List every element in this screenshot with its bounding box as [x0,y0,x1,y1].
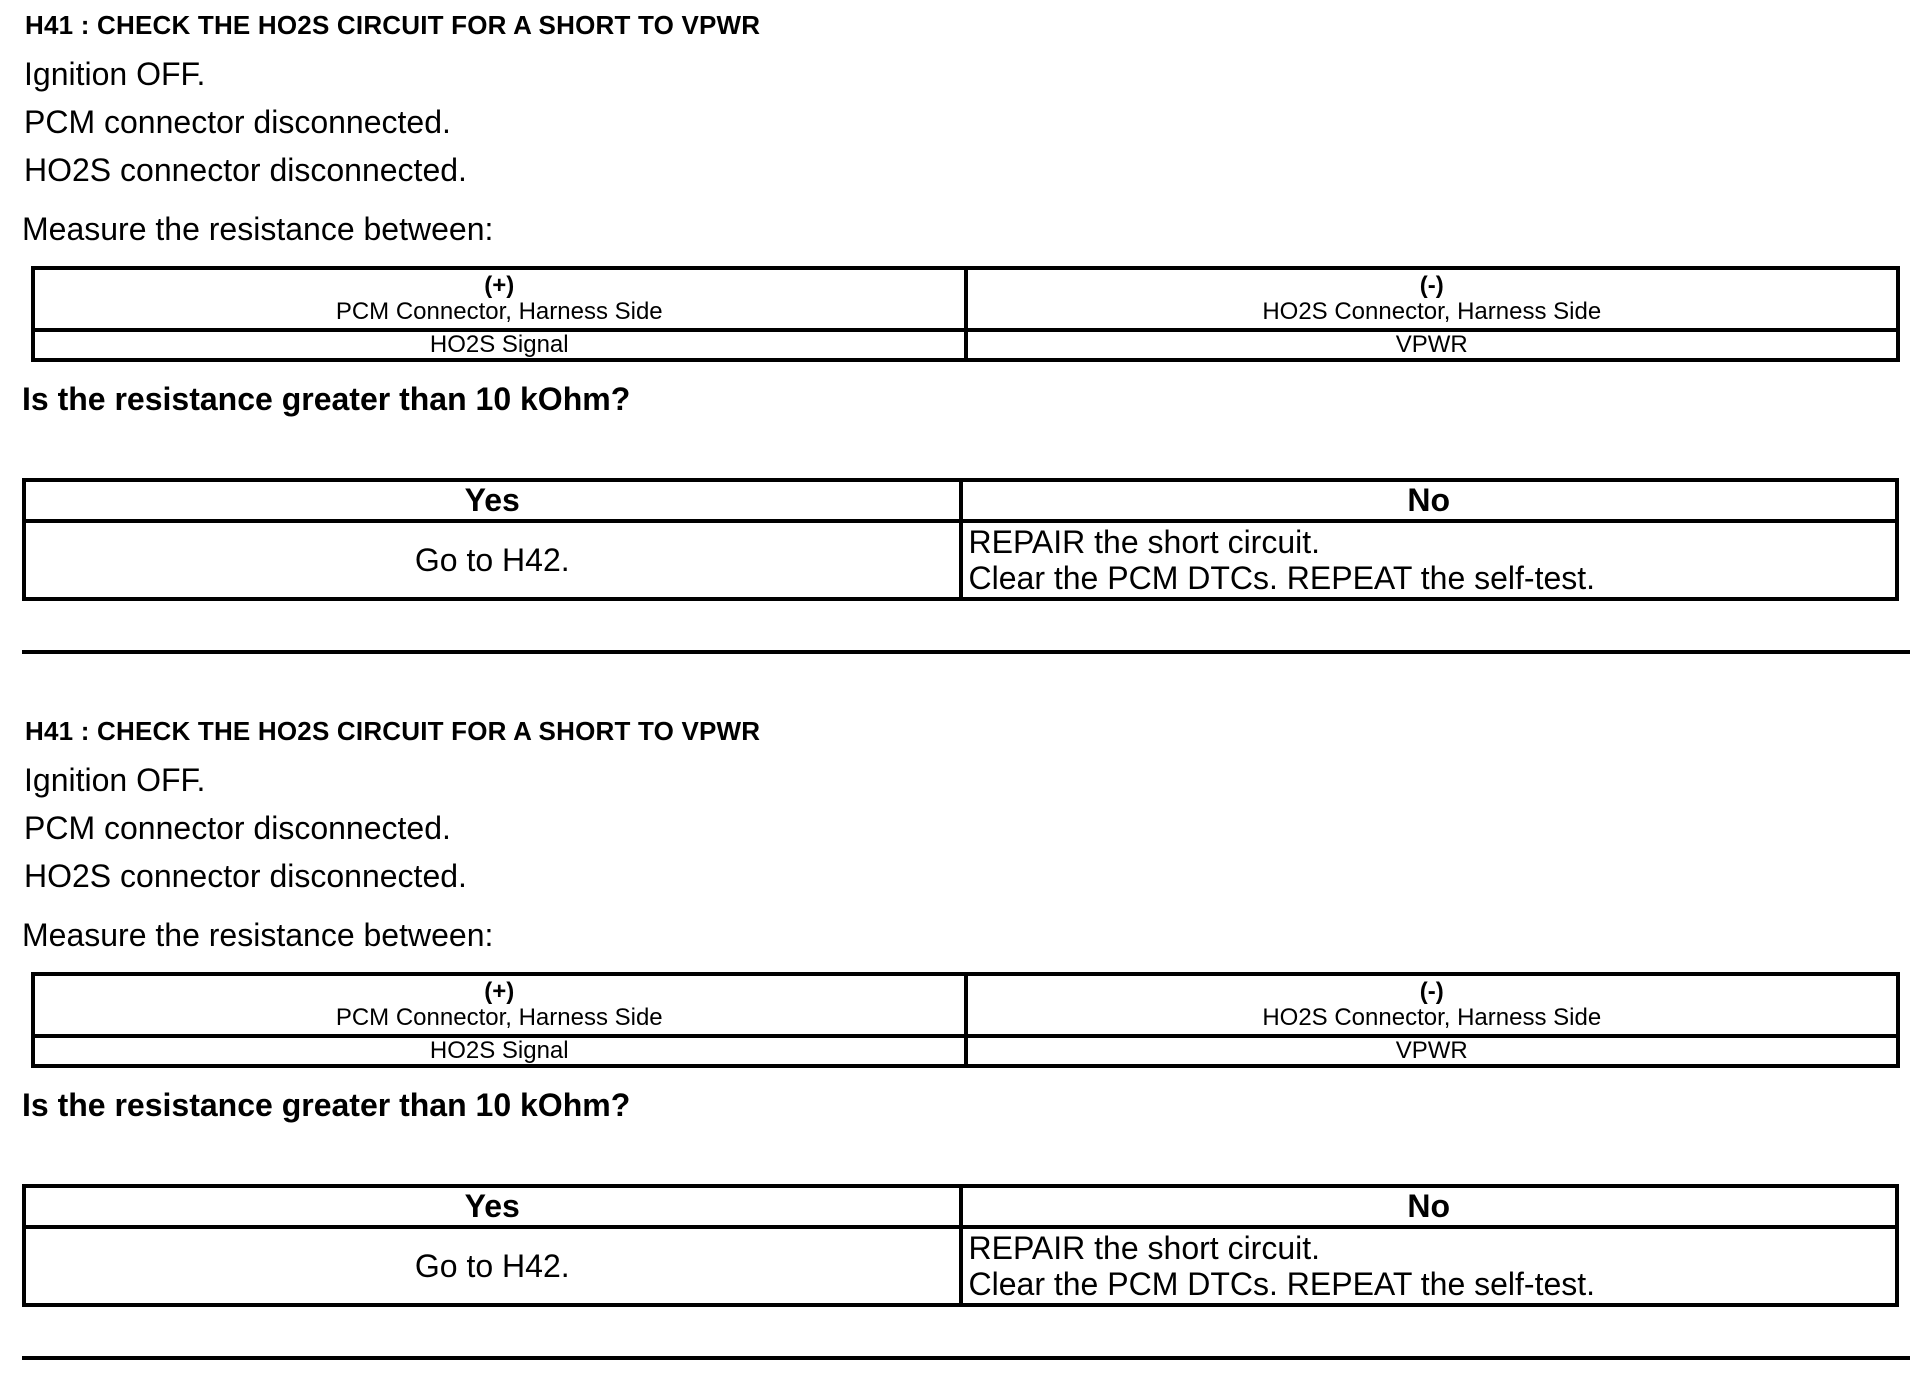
result-table [22,478,1899,601]
positive-lead-header [33,268,966,330]
result-header-row [24,1186,1897,1227]
positive-lead-header [33,974,966,1036]
negative-pin: VPWR [966,1036,1899,1066]
condition-ignition: Ignition OFF. [24,56,206,92]
no-action-line: Clear the PCM DTCs. REPEAT the self-test. [968,1266,1596,1302]
result-action-row [24,521,1897,599]
step-title: H41 : CHECK THE HO2S CIRCUIT FOR A SHORT TO VPWR [25,10,761,40]
negative-connector: HO2S Connector, Harness Side [1262,298,1602,325]
positive-polarity: (+) [484,272,515,299]
result-action-row [24,1227,1897,1305]
negative-pin: VPWR [966,330,1899,360]
step-title: H41 : CHECK THE HO2S CIRCUIT FOR A SHORT TO VPWR [25,716,761,746]
measure-instruction: Measure the resistance between: [22,211,494,247]
measure-instruction: Measure the resistance between: [22,917,494,953]
measurement-pin-row [33,1036,1898,1066]
measurement-table [31,972,1900,1068]
no-header: No [961,480,1898,521]
no-action [961,521,1898,599]
section-divider [22,1356,1910,1360]
result-table [22,1184,1899,1307]
condition-pcm-connector: PCM connector disconnected. [24,810,451,846]
negative-lead-header [966,974,1899,1036]
positive-connector: PCM Connector, Harness Side [335,298,663,325]
negative-polarity: (-) [1419,978,1444,1005]
measurement-pin-row [33,330,1898,360]
condition-ignition: Ignition OFF. [24,762,206,798]
no-action-line: REPAIR the short circuit. [968,524,1321,560]
positive-connector: PCM Connector, Harness Side [335,1004,663,1031]
negative-connector: HO2S Connector, Harness Side [1262,1004,1602,1031]
yes-header: Yes [24,1186,961,1227]
yes-action: Go to H42. [24,521,961,599]
measurement-header-row [33,268,1898,330]
yes-action: Go to H42. [24,1227,961,1305]
diagnostic-question: Is the resistance greater than 10 kOhm? [22,381,631,417]
measurement-header-row [33,974,1898,1036]
positive-pin: HO2S Signal [33,330,966,360]
no-action-line: Clear the PCM DTCs. REPEAT the self-test. [968,560,1596,596]
no-header: No [961,1186,1898,1227]
negative-lead-header [966,268,1899,330]
diagnostic-question: Is the resistance greater than 10 kOhm? [22,1087,631,1123]
condition-ho2s-connector: HO2S connector disconnected. [24,152,467,188]
result-header-row [24,480,1897,521]
positive-pin: HO2S Signal [33,1036,966,1066]
yes-header: Yes [24,480,961,521]
negative-polarity: (-) [1419,272,1444,299]
condition-ho2s-connector: HO2S connector disconnected. [24,858,467,894]
no-action [961,1227,1898,1305]
condition-pcm-connector: PCM connector disconnected. [24,104,451,140]
section-divider [22,650,1910,654]
no-action-line: REPAIR the short circuit. [968,1230,1321,1266]
measurement-table [31,266,1900,362]
positive-polarity: (+) [484,978,515,1005]
